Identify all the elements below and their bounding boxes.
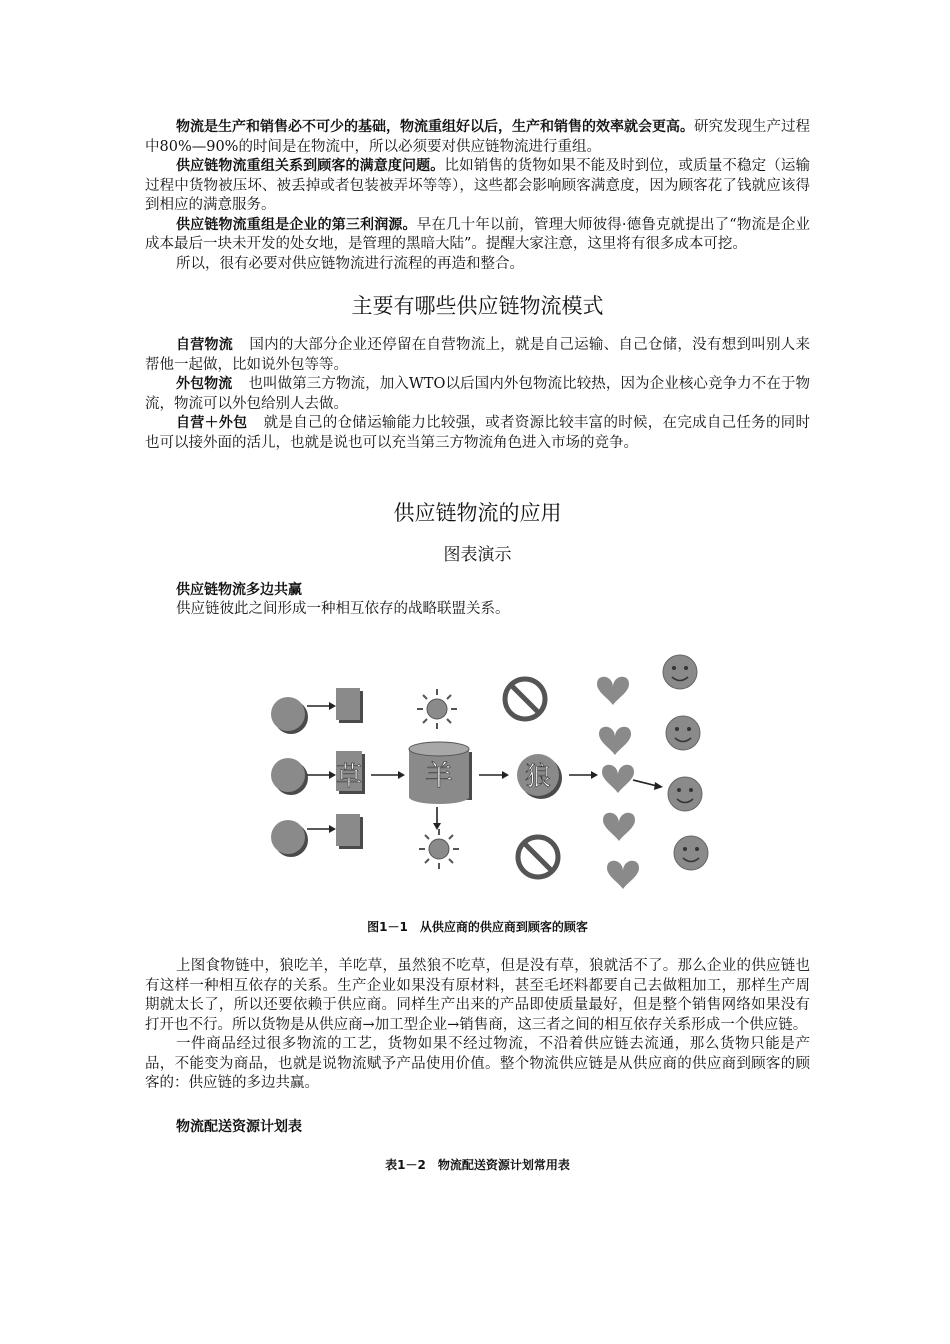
mode-term: 自营＋外包 [176,415,248,431]
mode-self-operated [145,336,810,375]
heart-icon [602,765,634,793]
faces [663,655,708,870]
smiley-icon [668,777,702,811]
bold-lead: 物流是生产和销售必不可少的基础，物流重组好以后，生产和销售的效率就会更高。 [176,119,694,135]
section-title-application: 供应链物流的应用 [393,501,562,525]
smiley-icon [674,836,708,870]
paragraph-body: 比如销售的货物如果不能及时到位，或质量不稳定（运输过程中货物被压坏、被丢掉或者包装被弄坏等等），这些都会影响顾客满意度，因为顾客花了钱就应该得到相应的满意服务。 [145,158,811,213]
paragraph-food-chain: 上图食物链中，狼吃羊，羊吃草，虽然狼不吃草，但是没有草，狼就活不了。那么企业的供应链也有这样一种相互依存的关系。生产企业如果没有原材料，甚至毛坯料都要自己去做粗加工，那样生产周期就太长了，所以还要依赖于供应商。同样生产出来的产品即使质量最好，但是整个销售网络如果没有打开也不行。所以货物是从供应商→加工型企业→销售商，这三者之间的相互依存关系形成一个供应链。 [145,958,810,1033]
sun-icon-top [417,689,457,729]
paragraph-conclusion [145,255,810,275]
document-page [145,118,810,1173]
mode-desc: 国内的大部分企业还停留在自营物流上，就是自己运输、自己仓储，没有想到叫别人来帮他一起做，比如说外包等等。 [145,337,811,373]
heart-icon [599,727,631,755]
paragraph-logistics-basis [145,118,810,157]
diagram-svg [145,649,810,911]
winwin-text: 供应链彼此之间形成一种相互依存的战略联盟关系。 [176,601,510,617]
bold-lead: 供应链物流重组是企业的第三利润源。 [176,216,417,233]
mode-desc: 也叫做第三方物流，加入WTO以后国内外包物流比较热，因为企业核心竞争力不在于物流，物流可以外包给别人去做。 [145,376,811,412]
sun-icon-bottom [419,829,459,869]
mode-hybrid [145,414,810,453]
mode-term: 外包物流 [176,376,233,392]
supplier-circle-top [271,697,305,731]
smiley-icon [666,716,700,750]
heart-icon [603,813,635,841]
block-bottom [336,814,360,846]
prohibited-icon-bottom [518,837,558,877]
figure-caption: 图1－1 从供应商的供应商到顾客的顾客 [367,920,588,934]
paragraph-use-value: 一件商品经过很多物流的工艺，货物如果不经过物流，不沿着供应链去流通，那么货物只能是产品，不能变为商品，也就是说物流赋予产品使用价值。整个物流供应链是从供应商的供应商到顾客的顾客的：供应链的多边共赢。 [145,1036,810,1091]
paragraph-third-profit [145,216,810,255]
block-top [336,688,360,720]
section-title-modes: 主要有哪些供应链物流模式 [351,294,604,318]
prohibited-icon-top [505,679,545,719]
section-subtitle-demo: 图表演示 [443,545,512,565]
grass-label: 草 [335,762,363,792]
heart-icon [607,861,639,889]
plan-heading: 物流配送资源计划表 [176,1118,302,1135]
supply-chain-diagram [145,649,810,911]
paragraph-body: 研究发现生产过程中80%—90%的时间是在物流中，所以必须要对供应链物流进行重组。 [145,119,810,155]
wolf-label: 狼 [524,762,552,792]
mode-outsourced [145,375,810,414]
paragraph-satisfaction [145,157,810,216]
hearts [597,677,639,889]
sheep-label: 羊 [424,759,454,792]
smiley-icon [663,655,697,689]
paragraph-body: 早在几十年以前，管理大师彼得·德鲁克就提出了“物流是企业成本最后一块未开发的处女地，是管理的黑暗大陆”。提醒大家注意，这里将有很多成本可挖。 [145,216,810,252]
bold-lead: 供应链物流重组关系到顾客的满意度问题。 [176,158,445,174]
winwin-heading: 供应链物流多边共赢 [176,582,302,598]
supplier-circle-middle [271,758,305,792]
mode-desc: 就是自己的仓储运输能力比较强，或者资源比较丰富的时候，在完成自己任务的同时也可以接外面的活儿，也就是说也可以充当第三方物流角色进入市场的竞争。 [145,415,811,451]
table-caption: 表1－2 物流配送资源计划常用表 [385,1157,570,1172]
supplier-circle-bottom [271,820,305,854]
heart-icon [597,677,629,705]
paragraph-body: 所以，很有必要对供应链物流进行流程的再造和整合。 [176,255,524,272]
mode-term: 自营物流 [176,337,234,353]
